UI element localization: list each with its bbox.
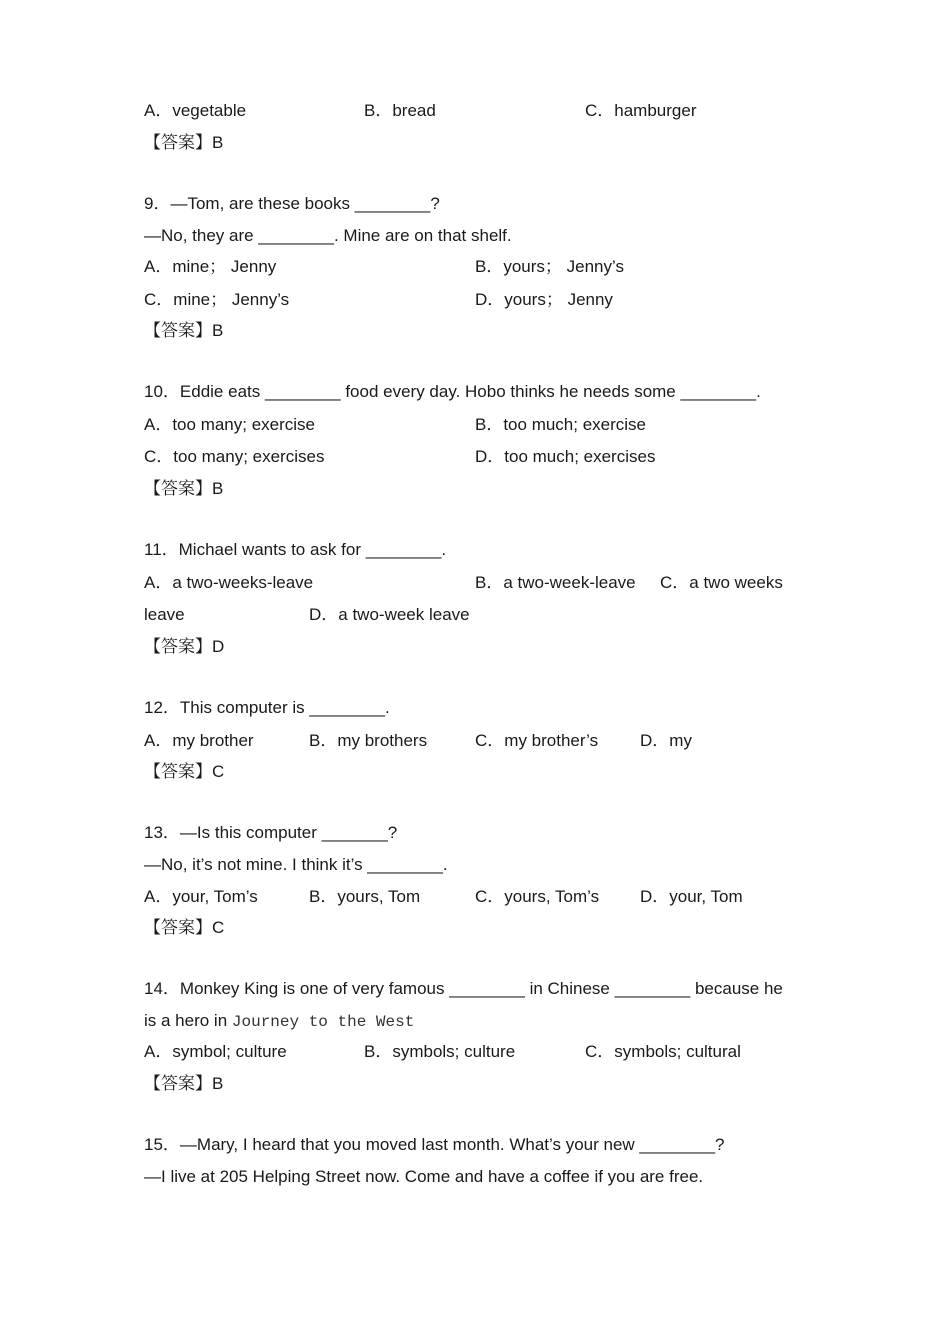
- q15-stem: 15．—Mary, I heard that you moved last month. What’s your new ________?: [144, 1135, 725, 1154]
- q11-answer: [144, 636, 224, 658]
- answer-label: 【答案】: [144, 637, 212, 657]
- q11-option-c-cont: leave: [144, 605, 185, 624]
- q14-option-b: B．symbols; culture: [364, 1042, 516, 1061]
- q15-stem-2: —I live at 205 Helping Street now. Come and have a coffee if you are free.: [144, 1167, 704, 1186]
- q11-option-d: D．a two-week leave: [309, 605, 470, 624]
- q13-option-a: A．your, Tom’s: [144, 887, 258, 906]
- answer-value: B: [212, 1074, 224, 1093]
- answer-label: 【答案】: [144, 479, 212, 499]
- q14-book-title: Journey to the West: [231, 1013, 415, 1031]
- q12-option-d: D．my: [640, 731, 692, 750]
- q9-option-a: A．mine； Jenny: [144, 257, 277, 276]
- q11-option-b: B．a two-week-leave: [475, 573, 636, 592]
- q10-answer: [144, 478, 223, 500]
- q14-stem: 14．Monkey King is one of very famous ________ in Chinese ________ because he: [144, 979, 783, 998]
- q12-option-b: B．my brothers: [309, 731, 428, 750]
- answer-label: 【答案】: [144, 133, 212, 153]
- q13-option-c: C．yours, Tom’s: [475, 887, 600, 906]
- answer-label: 【答案】: [144, 762, 212, 782]
- q10-option-c: C．too many; exercises: [144, 447, 325, 466]
- answer-value: C: [212, 918, 225, 937]
- q11-option-a: A．a two-weeks-leave: [144, 573, 314, 592]
- q13-option-b: B．yours, Tom: [309, 887, 421, 906]
- q12-option-c: C．my brother’s: [475, 731, 599, 750]
- answer-value: C: [212, 762, 225, 781]
- q13-stem: 13．—Is this computer _______?: [144, 823, 398, 842]
- q11-option-c: C．a two weeks: [660, 573, 783, 592]
- q14-option-c: C．symbols; cultural: [585, 1042, 741, 1061]
- q14-option-a: A．symbol; culture: [144, 1042, 287, 1061]
- q10-option-d: D．too much; exercises: [475, 447, 656, 466]
- q9-stem: 9．—Tom, are these books ________?: [144, 194, 440, 213]
- q8-option-a: A．vegetable: [144, 101, 247, 120]
- q8-option-b: B．bread: [364, 101, 436, 120]
- q12-stem: 12．This computer is ________.: [144, 698, 390, 717]
- q8-option-c: C．hamburger: [585, 101, 697, 120]
- q10-option-b: B．too much; exercise: [475, 415, 647, 434]
- q9-option-d: D．yours； Jenny: [475, 290, 613, 309]
- q11-stem: 11．Michael wants to ask for ________.: [144, 540, 447, 559]
- q12-answer: [144, 761, 224, 783]
- answer-label: 【答案】: [144, 321, 212, 341]
- q8-answer: [144, 132, 223, 154]
- answer-value: B: [212, 321, 224, 340]
- q14-answer: [144, 1073, 223, 1095]
- q14-stem-2-text: is a hero in: [144, 1011, 232, 1030]
- answer-label: 【答案】: [144, 1074, 212, 1094]
- q10-option-a: A．too many; exercise: [144, 415, 316, 434]
- q9-option-c: C．mine； Jenny’s: [144, 290, 290, 309]
- q9-stem-2: —No, they are ________. Mine are on that shelf.: [144, 226, 512, 245]
- answer-value: B: [212, 479, 224, 498]
- answer-value: B: [212, 133, 224, 152]
- q13-option-d: D．your, Tom: [640, 887, 743, 906]
- q13-answer: [144, 917, 224, 939]
- q12-option-a: A．my brother: [144, 731, 254, 750]
- q13-stem-2: —No, it’s not mine. I think it’s ________.: [144, 855, 448, 874]
- q10-stem: 10．Eddie eats ________ food every day. Hobo thinks he needs some ________.: [144, 382, 761, 401]
- q14-stem-2: [144, 1010, 414, 1033]
- q9-answer: [144, 320, 223, 342]
- q9-option-b: B．yours； Jenny’s: [475, 257, 624, 276]
- answer-value: D: [212, 637, 225, 656]
- answer-label: 【答案】: [144, 918, 212, 938]
